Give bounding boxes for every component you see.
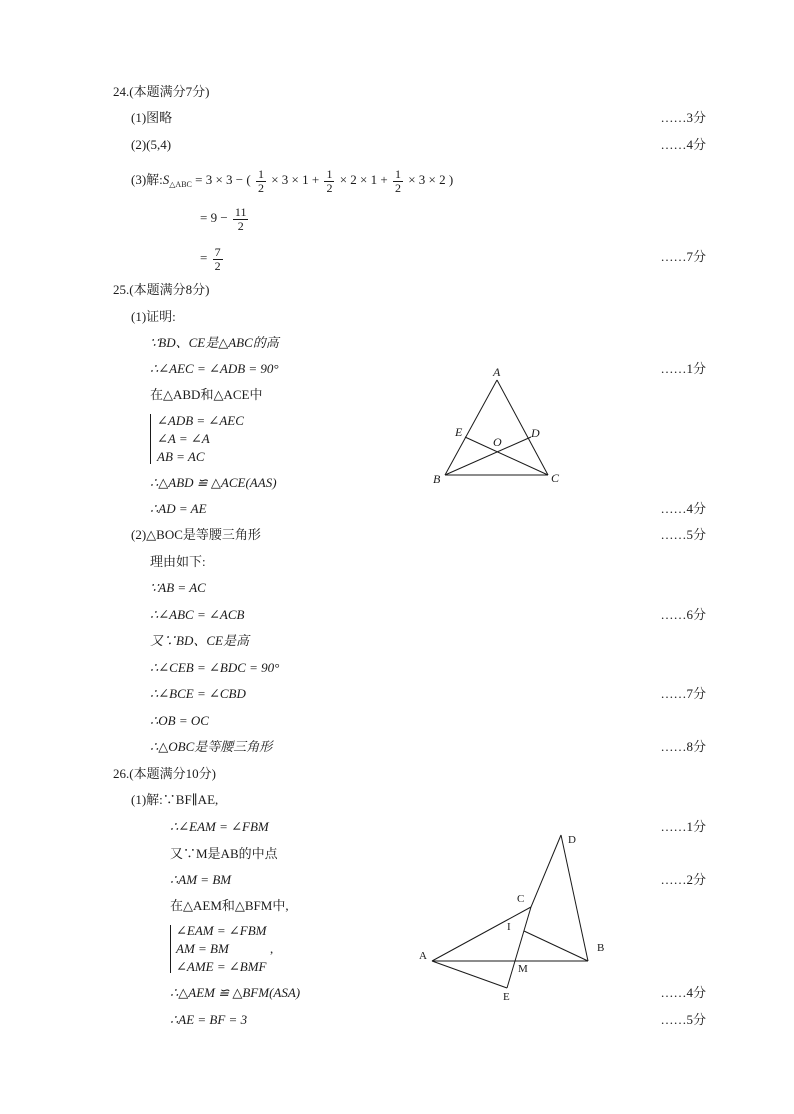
label-a: A: [419, 950, 427, 962]
segment-ab: [445, 380, 497, 475]
area-symbol: S: [162, 172, 170, 187]
q24-part3-eq3: [200, 243, 225, 273]
q25-line: ∵AB = AC: [150, 580, 206, 595]
q24-part3-eq1: [131, 165, 453, 200]
segment-ce: [465, 437, 548, 475]
eq2-text: = 9 −: [200, 210, 228, 225]
label-b: B: [433, 472, 441, 486]
q26-score: ……4分: [660, 985, 706, 1000]
q26-score: ……2分: [660, 872, 706, 887]
eq1-part-d: × 3 × 2 ): [408, 172, 454, 187]
q24-part3-prefix: (3)解:: [131, 172, 163, 187]
q26-heading: 26.(本题满分10分): [113, 766, 216, 781]
segment-ac: [497, 380, 548, 475]
condition-line: ∠EAM = ∠FBM: [176, 923, 267, 938]
q24-part3-eq2: [200, 203, 250, 233]
q26-line: ∴∠EAM = ∠FBM: [170, 819, 269, 834]
fraction: $\frac{1}{2}$: [257, 166, 264, 195]
area-subscript: △ABC: [169, 180, 192, 189]
condition-line: ∠AME = ∠BMF: [176, 959, 267, 974]
fraction: $\frac{7}{2}$: [214, 244, 221, 273]
label-e: E: [455, 425, 463, 439]
condition-line: AB = AC: [157, 449, 205, 464]
system-brace: [150, 414, 151, 464]
triangle-figure-25: [425, 360, 575, 490]
q25-score: ……8分: [660, 739, 706, 754]
q26-line: 又∵M是AB的中点: [170, 846, 278, 861]
label-a: A: [493, 365, 501, 379]
q26-line: ∴AM = BM: [170, 872, 232, 887]
q24-part1: (1)图略: [131, 110, 173, 125]
label-e: E: [503, 991, 510, 1003]
fraction: $\frac{1}{2}$: [326, 166, 333, 195]
label-m: M: [518, 963, 528, 975]
eq3-text: =: [200, 250, 208, 265]
q25-heading: 25.(本题满分8分): [113, 282, 210, 297]
label-b: B: [597, 942, 605, 954]
q25-line: ∴OB = OC: [150, 713, 209, 728]
q25-score: ……1分: [660, 361, 706, 376]
geometry-figure-26: [410, 825, 610, 1005]
q25-score: ……7分: [660, 686, 706, 701]
q25-line: ∴∠ABC = ∠ACB: [150, 607, 245, 622]
label-o: O: [493, 435, 502, 449]
q25-line: 又∵BD、CE是高: [150, 633, 249, 648]
label-d: D: [568, 834, 576, 846]
q26-line: ∴△AEM ≌ △BFM(ASA): [170, 985, 301, 1000]
q25-score: ……5分: [660, 527, 706, 542]
q25-part2: (2)△BOC是等腰三角形: [131, 527, 261, 542]
q25-score: ……6分: [660, 607, 706, 622]
segment-ae: [432, 961, 507, 988]
q26-part1: (1)解:∵BF∥AE,: [131, 792, 219, 807]
condition-line: AM = BM: [176, 941, 229, 956]
fraction: $\frac{11}{2}$: [234, 204, 247, 233]
q25-part1: (1)证明:: [131, 309, 176, 324]
q24-heading: 24.(本题满分7分): [113, 84, 210, 99]
condition-line: ∠A = ∠A: [157, 431, 210, 446]
fraction: $\frac{1}{2}$: [394, 166, 401, 195]
q26-score: ……5分: [660, 1012, 706, 1027]
condition-comma: ,: [270, 941, 274, 956]
q25-line: ∴△OBC是等腰三角形: [150, 739, 273, 754]
segment-ec: [507, 907, 531, 988]
q25-score: ……4分: [660, 501, 706, 516]
q24-part2: (2)(5,4): [131, 137, 172, 152]
q26-line: ∴AE = BF = 3: [170, 1012, 248, 1027]
segment-cd: [531, 835, 561, 907]
q24-score-2: ……4分: [660, 137, 706, 152]
q25-line: ∵BD、CE是△ABC的高: [150, 335, 279, 350]
segment-bd: [445, 437, 531, 475]
eq1-part-a: = 3 × 3 − (: [195, 172, 251, 187]
q25-line: ∴∠AEC = ∠ADB = 90°: [150, 361, 279, 376]
q24-score-1: ……3分: [660, 110, 706, 125]
q25-line: ∴△ABD ≌ △ACE(AAS): [150, 475, 277, 490]
label-d: D: [531, 426, 540, 440]
label-c: C: [517, 893, 525, 905]
q24-score-3: ……7分: [660, 249, 706, 264]
eq1-part-c: × 2 × 1 +: [339, 172, 388, 187]
eq1-part-b: × 3 × 1 +: [271, 172, 320, 187]
q25-line: ∴∠BCE = ∠CBD: [150, 686, 246, 701]
segment-fb: [524, 931, 588, 961]
q25-line: ∴∠CEB = ∠BDC = 90°: [150, 660, 280, 675]
segment-db: [561, 835, 588, 961]
q25-line: ∴AD = AE: [150, 501, 207, 516]
q26-line: 在△AEM和△BFM中,: [170, 898, 289, 913]
label-c: C: [551, 471, 560, 485]
q26-score: ……1分: [660, 819, 706, 834]
label-i: I: [507, 921, 511, 933]
segment-ac: [432, 907, 531, 961]
q25-line: 理由如下:: [150, 554, 206, 569]
q25-line: 在△ABD和△ACE中: [150, 387, 263, 402]
condition-line: ∠ADB = ∠AEC: [157, 413, 244, 428]
system-brace: [170, 925, 171, 973]
